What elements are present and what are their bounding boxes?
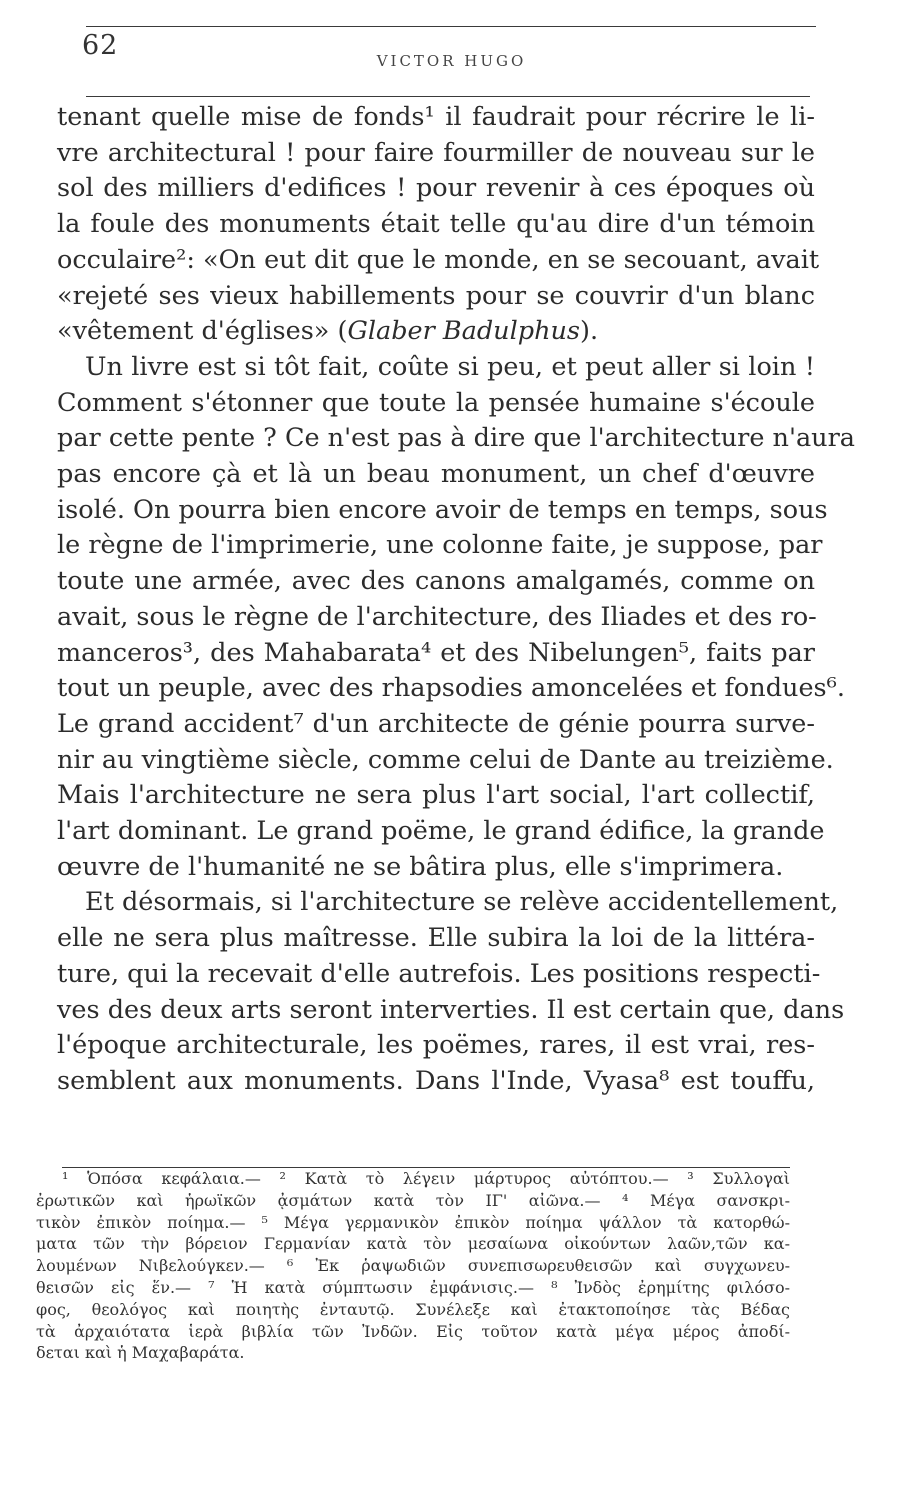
body-text <box>57 100 855 1100</box>
text-line: l'art dominant. Le grand poëme, le grand édifice, la grande <box>57 816 825 847</box>
footnotes <box>36 1168 790 1364</box>
text-line: vre architectural ! pour faire fourmiller de nouveau sur le <box>57 137 815 168</box>
citation-close: ). <box>580 316 599 347</box>
top-rule <box>86 26 816 27</box>
text-line: nir au vingtième siècle, comme celui de Dante au treizième. <box>57 744 834 775</box>
text-line: Mais l'architecture ne sera plus l'art social, l'art collectif, <box>57 780 815 811</box>
footnote-line: τικὸν ἐπικὸν ποίημα.— ⁵ Μέγα γερμανικὸν ἐπικὸν ποίημα ψάλλον τὰ κατορθώ- <box>36 1212 790 1232</box>
text-line-citation <box>57 314 815 350</box>
page-number: 62 <box>82 30 119 61</box>
text-line: l'époque architecturale, les poëmes, rares, il est vrai, res- <box>57 1030 815 1061</box>
text-line: pas encore çà et là un beau monument, un chef d'œuvre <box>57 459 815 490</box>
text-line: Comment s'étonner que toute la pensée humaine s'écoule <box>57 387 815 418</box>
text-line: ves des deux arts seront interverties. Il est certain que, dans <box>57 994 845 1025</box>
text-line: elle ne sera plus maîtresse. Elle subira la loi de la littéra- <box>57 923 815 954</box>
text-line: isolé. On pourra bien encore avoir de temps en temps, sous <box>57 494 828 525</box>
footnote-line: δεται καὶ ἡ Μαχαβαράτα. <box>36 1343 245 1363</box>
text-line: par cette pente ? Ce n'est pas à dire que l'architecture n'aura <box>57 423 855 454</box>
text-line: semblent aux monuments. Dans l'Inde, Vyasa⁸ est touffu, <box>57 1065 815 1096</box>
footnote-line: θεισῶν εἰς ἕν.— ⁷ Ἡ κατὰ σύμπτωσιν ἐμφάνισις.— ⁸ Ἰνδὸς ἐρημίτης φιλόσο- <box>36 1277 790 1297</box>
citation-author: Glaber Badulphus <box>347 316 581 347</box>
text-line: le règne de l'imprimerie, une colonne faite, je suppose, par <box>57 530 823 561</box>
footnote-line: ματα τῶν τὴν βόρειον Γερμανίαν κατὰ τὸν μεσαίωνα οἰκούντων λαῶν,τῶν κα- <box>36 1234 790 1254</box>
footnote-line: ἐρωτικῶν καὶ ἡρωϊκῶν ᾀσμάτων κατὰ τὸν ΙΓ' αἰῶνα.— ⁴ Μέγα σανσκρι- <box>36 1190 790 1210</box>
citation-lead: «vêtement d'églises» ( <box>57 316 348 347</box>
footnote-line: λουμένων Νιβελούγκεν.— ⁶ Ἐκ ῥαψωδιῶν συνεπισωρευθεισῶν καὶ συγχωνευ- <box>36 1256 790 1276</box>
text-line: tout un peuple, avec des rhapsodies amoncelées et fondues⁶. <box>57 673 845 704</box>
footnote-line: τὰ ἀρχαιότατα ἱερὰ βιβλία τῶν Ἰνδῶν. Εἰς τοῦτον κατὰ μέγα μέρος ἀποδί- <box>36 1321 790 1341</box>
text-line: œuvre de l'humanité ne se bâtira plus, elle s'imprimera. <box>57 851 784 882</box>
text-line: manceros³, des Mahabarata⁴ et des Nibelungen⁵, faits par <box>57 637 815 668</box>
text-line: avait, sous le règne de l'architecture, des Iliades et des ro- <box>57 601 817 632</box>
footnote-line: φος, θεολόγος καὶ ποιητὴς ἐνταυτῷ. Συνέλεξε καὶ ἐτακτοποίησε τὰς Βέδας <box>36 1299 790 1319</box>
text-line: tenant quelle mise de fonds¹ il faudrait pour récrire le li- <box>57 102 815 132</box>
text-line: «rejeté ses vieux habillements pour se couvrir d'un blanc <box>57 280 815 311</box>
text-line: Et désormais, si l'architecture se relève accidentellement, <box>85 887 839 918</box>
text-line: la foule des monuments était telle qu'au dire d'un témoin <box>57 209 815 240</box>
text-line: Le grand accident⁷ d'un architecte de génie pourra surve- <box>57 708 815 739</box>
text-line: toute une armée, avec des canons amalgamés, comme on <box>57 566 815 597</box>
text-line: sol des milliers d'edifices ! pour revenir à ces époques où <box>57 173 815 204</box>
text-line: occulaire²: «On eut dit que le monde, en se secouant, avait <box>57 244 820 275</box>
text-line: ture, qui la recevait d'elle autrefois. Les positions respecti- <box>57 958 821 989</box>
header-rule <box>86 96 810 97</box>
text-line: Un livre est si tôt fait, coûte si peu, et peut aller si loin ! <box>85 351 815 382</box>
footnote-line: ¹ Ὁπόσα κεφάλαια.— ² Κατὰ τὸ λέγειν μάρτυρος αὐτόπτου.— ³ Συλλογαὶ <box>62 1169 790 1188</box>
running-title: VICTOR HUGO <box>376 52 527 70</box>
